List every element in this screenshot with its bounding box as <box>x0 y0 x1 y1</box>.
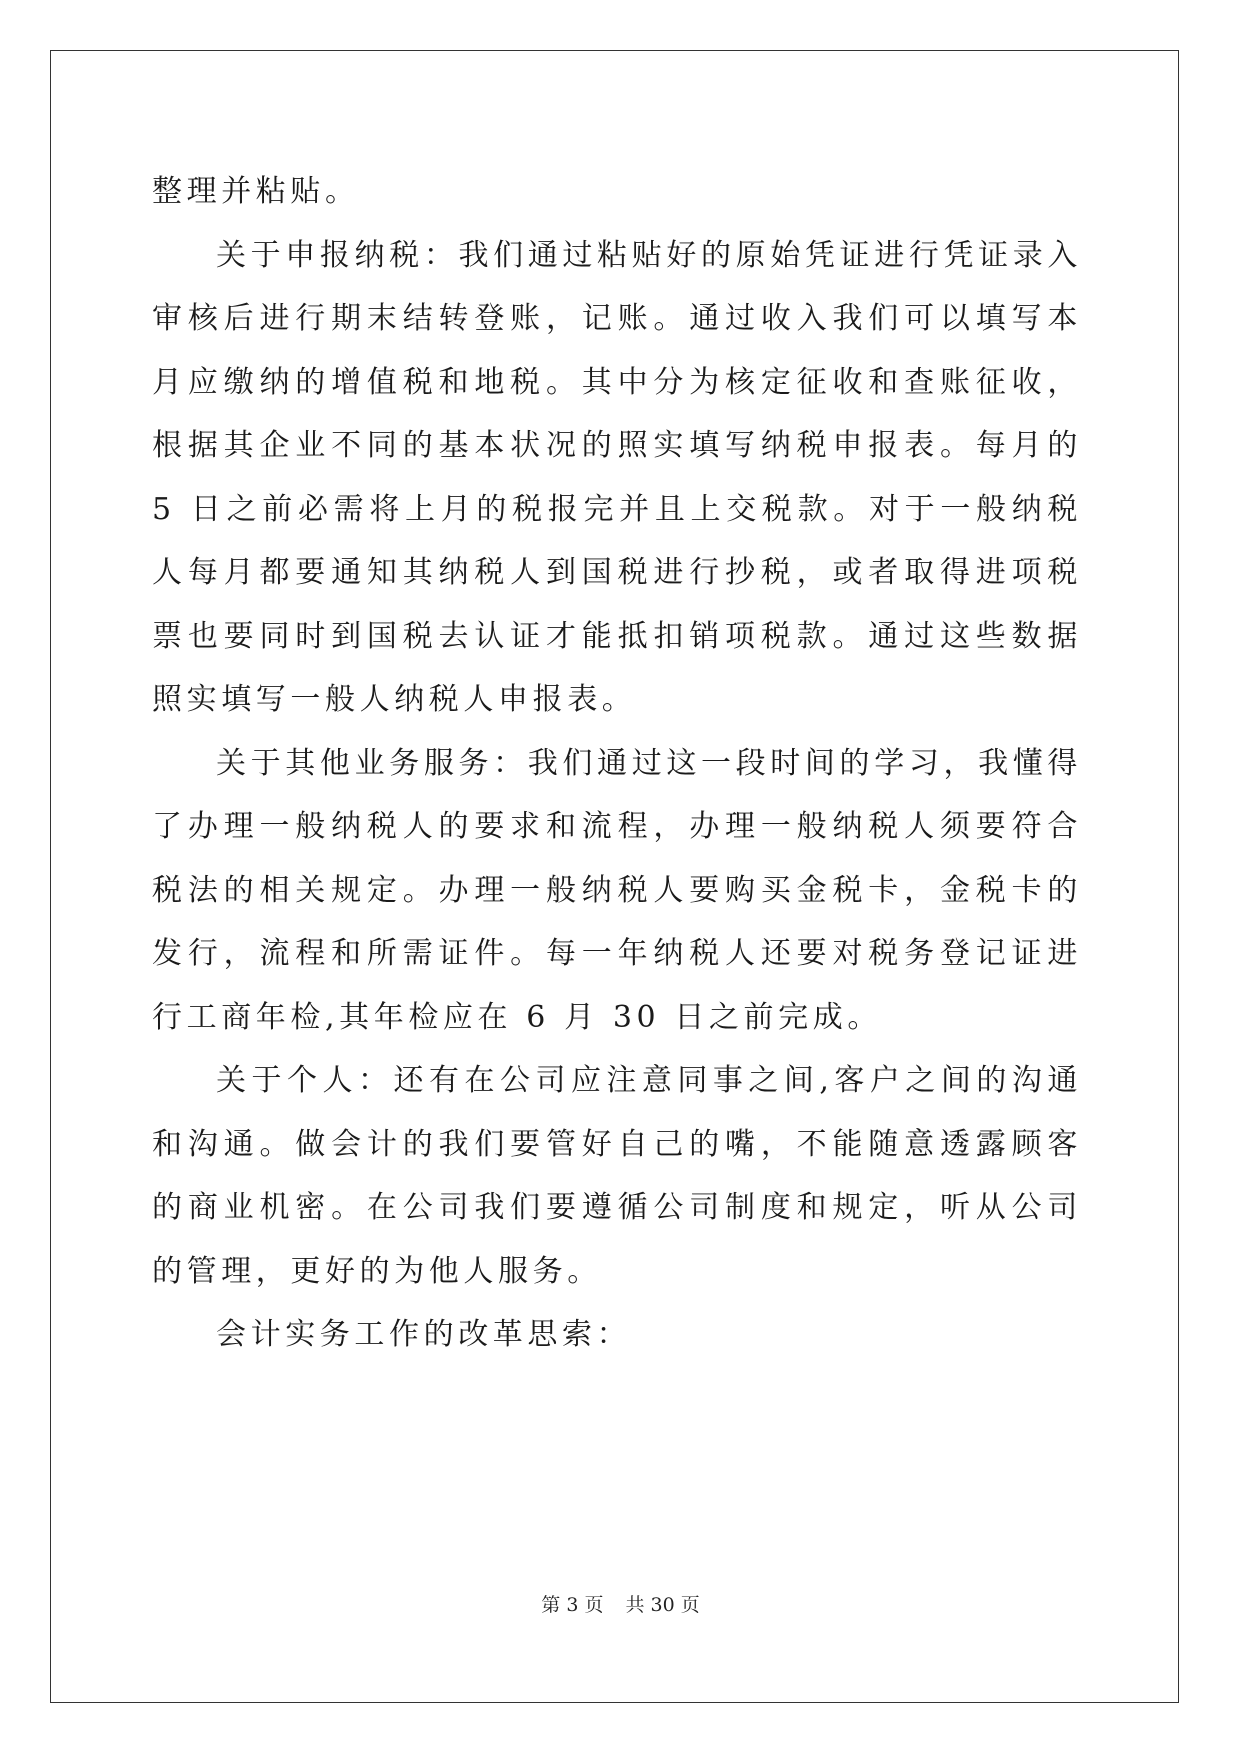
page-number: 第 3 页 <box>541 1594 604 1616</box>
paragraph-personal: 关于个人：还有在公司应注意同事之间,客户之间的沟通和沟通。做会计的我们要管好自己的嘴，不能随意透露顾客的商业机密。在公司我们要遵循公司制度和规定，听从公司的管理，更好的为他人服务。 <box>152 1063 1082 1289</box>
paragraph-other-services: 关于其他业务服务：我们通过这一段时间的学习，我懂得了办理一般纳税人的要求和流程，办理一般纳税人须要符合税法的相关规定。办理一般纳税人要购买金税卡，金税卡的发行，流程和所需证件。每一年纳税人还要对税务登记证进行工商年检,其年检应在 6 月 30 日之前完成。 <box>152 745 1082 1035</box>
paragraph-reform-heading: 会计实务工作的改革思索： <box>216 1317 632 1352</box>
paragraph-continuation: 整理并粘贴。 <box>152 174 360 209</box>
document-body <box>152 160 1082 1367</box>
page-total: 共 30 页 <box>625 1594 700 1616</box>
page-footer <box>0 1590 1241 1617</box>
paragraph-tax-filing: 关于申报纳税：我们通过粘贴好的原始凭证进行凭证录入审核后进行期末结转登账，记账。通过收入我们可以填写本月应缴纳的增值税和地税。其中分为核定征收和查账征收，根据其企业不同的基本状况的照实填写纳税申报表。每月的 5 日之前必需将上月的税报完并且上交税款。对于一般纳税人每月都要通知其纳税人到国税进行抄税，或者取得进项税票也要同时到国税去认证才能抵扣销项税款。通过这些数据照实填写一般人纳税人申报表。 <box>152 237 1082 717</box>
